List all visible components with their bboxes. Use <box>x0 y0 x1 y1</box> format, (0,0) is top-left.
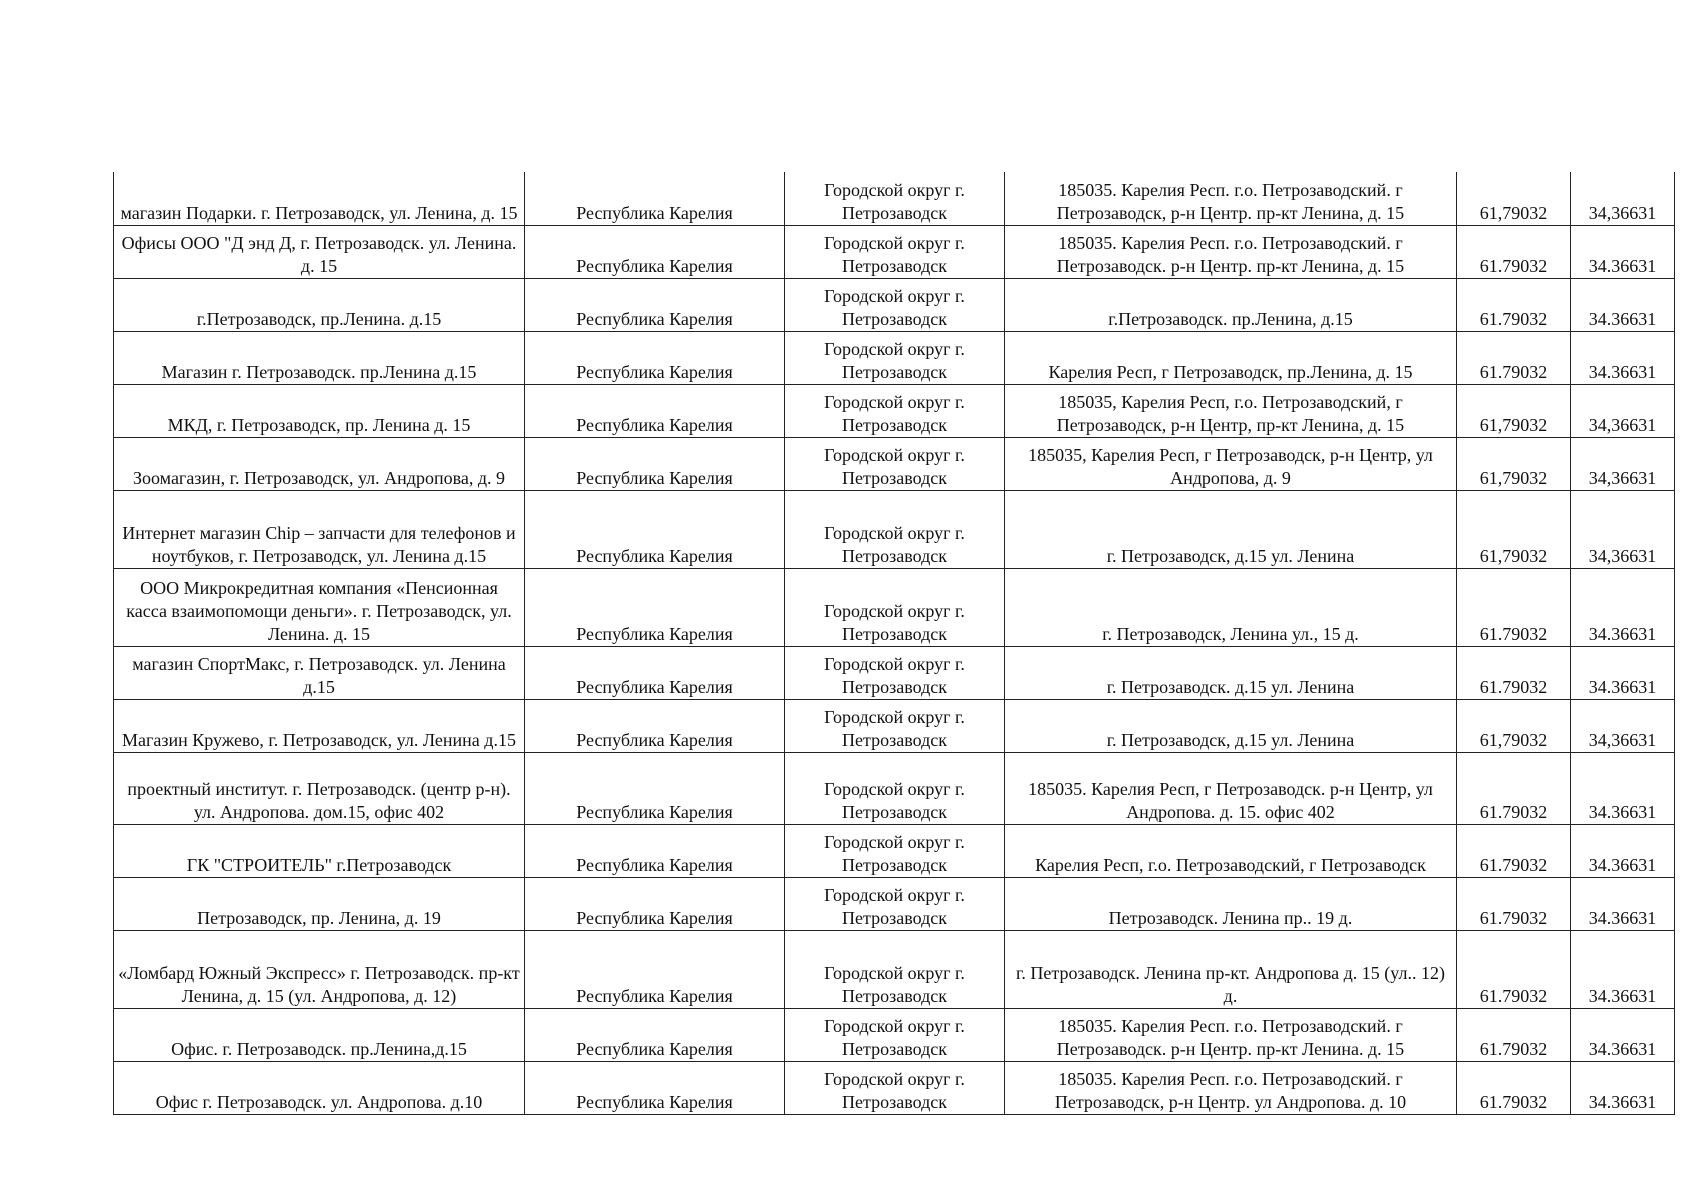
cell-name: ГК "СТРОИТЕЛЬ" г.Петрозаводск <box>114 824 525 877</box>
cell-district: Городской округ г. Петрозаводск <box>785 824 1005 877</box>
cell-region: Республика Карелия <box>525 384 785 437</box>
table-row <box>114 877 1675 930</box>
cell-name: магазин СпортМакс, г. Петрозаводск. ул. Ленина д.15 <box>114 646 525 699</box>
table-row <box>114 225 1675 278</box>
cell-address: Карелия Респ, г Петрозаводск, пр.Ленина, д. 15 <box>1005 331 1457 384</box>
cell-region: Республика Карелия <box>525 699 785 752</box>
cell-name: магазин Подарки. г. Петрозаводск, ул. Ленина, д. 15 <box>114 172 525 225</box>
table-row <box>114 331 1675 384</box>
cell-name: Магазин г. Петрозаводск. пр.Ленина д.15 <box>114 331 525 384</box>
cell-district: Городской округ г. Петрозаводск <box>785 1008 1005 1061</box>
cell-region: Республика Карелия <box>525 437 785 490</box>
cell-district: Городской округ г. Петрозаводск <box>785 225 1005 278</box>
cell-latitude: 61.79032 <box>1457 225 1571 278</box>
table-row <box>114 699 1675 752</box>
cell-longitude: 34.36631 <box>1571 1008 1675 1061</box>
cell-latitude: 61.79032 <box>1457 278 1571 331</box>
cell-district: Городской округ г. Петрозаводск <box>785 877 1005 930</box>
cell-name: Интернет магазин Chip – запчасти для телефонов и ноутбуков, г. Петрозаводск, ул. Ленина д.15 <box>114 490 525 568</box>
cell-district: Городской округ г. Петрозаводск <box>785 490 1005 568</box>
cell-latitude: 61.79032 <box>1457 930 1571 1008</box>
cell-name: Офисы ООО "Д энд Д, г. Петрозаводск. ул. Ленина. д. 15 <box>114 225 525 278</box>
cell-name: Магазин Кружево, г. Петрозаводск, ул. Ленина д.15 <box>114 699 525 752</box>
cell-district: Городской округ г. Петрозаводск <box>785 331 1005 384</box>
cell-address: 185035. Карелия Респ. г.о. Петрозаводский. г Петрозаводск, р-н Центр. ул Андропова. д. 10 <box>1005 1061 1457 1114</box>
cell-region: Республика Карелия <box>525 490 785 568</box>
cell-name: ООО Микрокредитная компания «Пенсионная касса взаимопомощи деньги». г. Петрозаводск, ул. Ленина. д. 15 <box>114 568 525 646</box>
cell-name: МКД, г. Петрозаводск, пр. Ленина д. 15 <box>114 384 525 437</box>
table-row <box>114 568 1675 646</box>
cell-district: Городской округ г. Петрозаводск <box>785 172 1005 225</box>
cell-address: г.Петрозаводск. пр.Ленина, д.15 <box>1005 278 1457 331</box>
cell-name: Офис г. Петрозаводск. ул. Андропова. д.10 <box>114 1061 525 1114</box>
cell-longitude: 34.36631 <box>1571 646 1675 699</box>
cell-address: г. Петрозаводск. Ленина пр-кт. Андропова д. 15 (ул.. 12) д. <box>1005 930 1457 1008</box>
table-row <box>114 437 1675 490</box>
cell-longitude: 34.36631 <box>1571 752 1675 824</box>
cell-region: Республика Карелия <box>525 172 785 225</box>
cell-address: 185035. Карелия Респ. г.о. Петрозаводский. г Петрозаводск, р-н Центр. пр-кт Ленина, д. 15 <box>1005 172 1457 225</box>
cell-latitude: 61.79032 <box>1457 1008 1571 1061</box>
cell-latitude: 61.79032 <box>1457 752 1571 824</box>
table-row <box>114 646 1675 699</box>
cell-district: Городской округ г. Петрозаводск <box>785 437 1005 490</box>
cell-address: 185035, Карелия Респ, г.о. Петрозаводский, г Петрозаводск, р-н Центр, пр-кт Ленина, д. 15 <box>1005 384 1457 437</box>
cell-name: Петрозаводск, пр. Ленина, д. 19 <box>114 877 525 930</box>
cell-latitude: 61,79032 <box>1457 437 1571 490</box>
cell-name: проектный институт. г. Петрозаводск. (центр р-н). ул. Андропова. дом.15, офис 402 <box>114 752 525 824</box>
cell-address: 185035, Карелия Респ, г Петрозаводск, р-н Центр, ул Андропова, д. 9 <box>1005 437 1457 490</box>
cell-address: г. Петрозаводск, д.15 ул. Ленина <box>1005 699 1457 752</box>
cell-latitude: 61,79032 <box>1457 490 1571 568</box>
cell-longitude: 34,36631 <box>1571 384 1675 437</box>
cell-longitude: 34.36631 <box>1571 877 1675 930</box>
cell-region: Республика Карелия <box>525 646 785 699</box>
cell-district: Городской округ г. Петрозаводск <box>785 278 1005 331</box>
cell-address: г. Петрозаводск, д.15 ул. Ленина <box>1005 490 1457 568</box>
cell-longitude: 34.36631 <box>1571 824 1675 877</box>
table-row <box>114 278 1675 331</box>
cell-district: Городской округ г. Петрозаводск <box>785 930 1005 1008</box>
cell-region: Республика Карелия <box>525 1008 785 1061</box>
cell-district: Городской округ г. Петрозаводск <box>785 1061 1005 1114</box>
cell-longitude: 34,36631 <box>1571 699 1675 752</box>
cell-longitude: 34,36631 <box>1571 437 1675 490</box>
cell-region: Республика Карелия <box>525 225 785 278</box>
cell-district: Городской округ г. Петрозаводск <box>785 384 1005 437</box>
table-body <box>114 172 1675 1114</box>
cell-latitude: 61.79032 <box>1457 1061 1571 1114</box>
cell-address: Петрозаводск. Ленина пр.. 19 д. <box>1005 877 1457 930</box>
cell-latitude: 61,79032 <box>1457 699 1571 752</box>
cell-name: г.Петрозаводск, пр.Ленина. д.15 <box>114 278 525 331</box>
cell-address: г. Петрозаводск, Ленина ул., 15 д. <box>1005 568 1457 646</box>
table-row <box>114 930 1675 1008</box>
cell-longitude: 34.36631 <box>1571 331 1675 384</box>
cell-region: Республика Карелия <box>525 930 785 1008</box>
cell-address: 185035. Карелия Респ, г Петрозаводск. р-н Центр, ул Андропова. д. 15. офис 402 <box>1005 752 1457 824</box>
cell-region: Республика Карелия <box>525 877 785 930</box>
cell-name: Зоомагазин, г. Петрозаводск, ул. Андропова, д. 9 <box>114 437 525 490</box>
cell-region: Республика Карелия <box>525 278 785 331</box>
table-row <box>114 1008 1675 1061</box>
cell-longitude: 34.36631 <box>1571 568 1675 646</box>
cell-district: Городской округ г. Петрозаводск <box>785 646 1005 699</box>
cell-longitude: 34,36631 <box>1571 490 1675 568</box>
cell-name: Офис. г. Петрозаводск. пр.Ленина,д.15 <box>114 1008 525 1061</box>
cell-address: 185035. Карелия Респ. г.о. Петрозаводский. г Петрозаводск. р-н Центр. пр-кт Ленина. д. 15 <box>1005 1008 1457 1061</box>
cell-longitude: 34.36631 <box>1571 278 1675 331</box>
cell-latitude: 61.79032 <box>1457 877 1571 930</box>
cell-latitude: 61,79032 <box>1457 172 1571 225</box>
table-row <box>114 172 1675 225</box>
cell-district: Городской округ г. Петрозаводск <box>785 699 1005 752</box>
cell-longitude: 34,36631 <box>1571 172 1675 225</box>
cell-latitude: 61.79032 <box>1457 824 1571 877</box>
table-row <box>114 752 1675 824</box>
table-row <box>114 384 1675 437</box>
cell-address: г. Петрозаводск. д.15 ул. Ленина <box>1005 646 1457 699</box>
cell-district: Городской округ г. Петрозаводск <box>785 752 1005 824</box>
cell-address: 185035. Карелия Респ. г.о. Петрозаводский. г Петрозаводск. р-н Центр. пр-кт Ленина, д. 15 <box>1005 225 1457 278</box>
cell-latitude: 61,79032 <box>1457 384 1571 437</box>
cell-address: Карелия Респ, г.о. Петрозаводский, г Петрозаводск <box>1005 824 1457 877</box>
cell-longitude: 34.36631 <box>1571 225 1675 278</box>
table-row <box>114 490 1675 568</box>
cell-longitude: 34.36631 <box>1571 930 1675 1008</box>
table-row <box>114 824 1675 877</box>
cell-region: Республика Карелия <box>525 824 785 877</box>
cell-region: Республика Карелия <box>525 568 785 646</box>
table-row <box>114 1061 1675 1114</box>
cell-region: Республика Карелия <box>525 331 785 384</box>
cell-latitude: 61.79032 <box>1457 568 1571 646</box>
cell-name: «Ломбард Южный Экспресс» г. Петрозаводск. пр-кт Ленина, д. 15 (ул. Андропова, д. 12) <box>114 930 525 1008</box>
cell-longitude: 34.36631 <box>1571 1061 1675 1114</box>
cell-latitude: 61.79032 <box>1457 646 1571 699</box>
address-table <box>113 172 1675 1115</box>
cell-region: Республика Карелия <box>525 752 785 824</box>
cell-district: Городской округ г. Петрозаводск <box>785 568 1005 646</box>
cell-latitude: 61.79032 <box>1457 331 1571 384</box>
cell-region: Республика Карелия <box>525 1061 785 1114</box>
